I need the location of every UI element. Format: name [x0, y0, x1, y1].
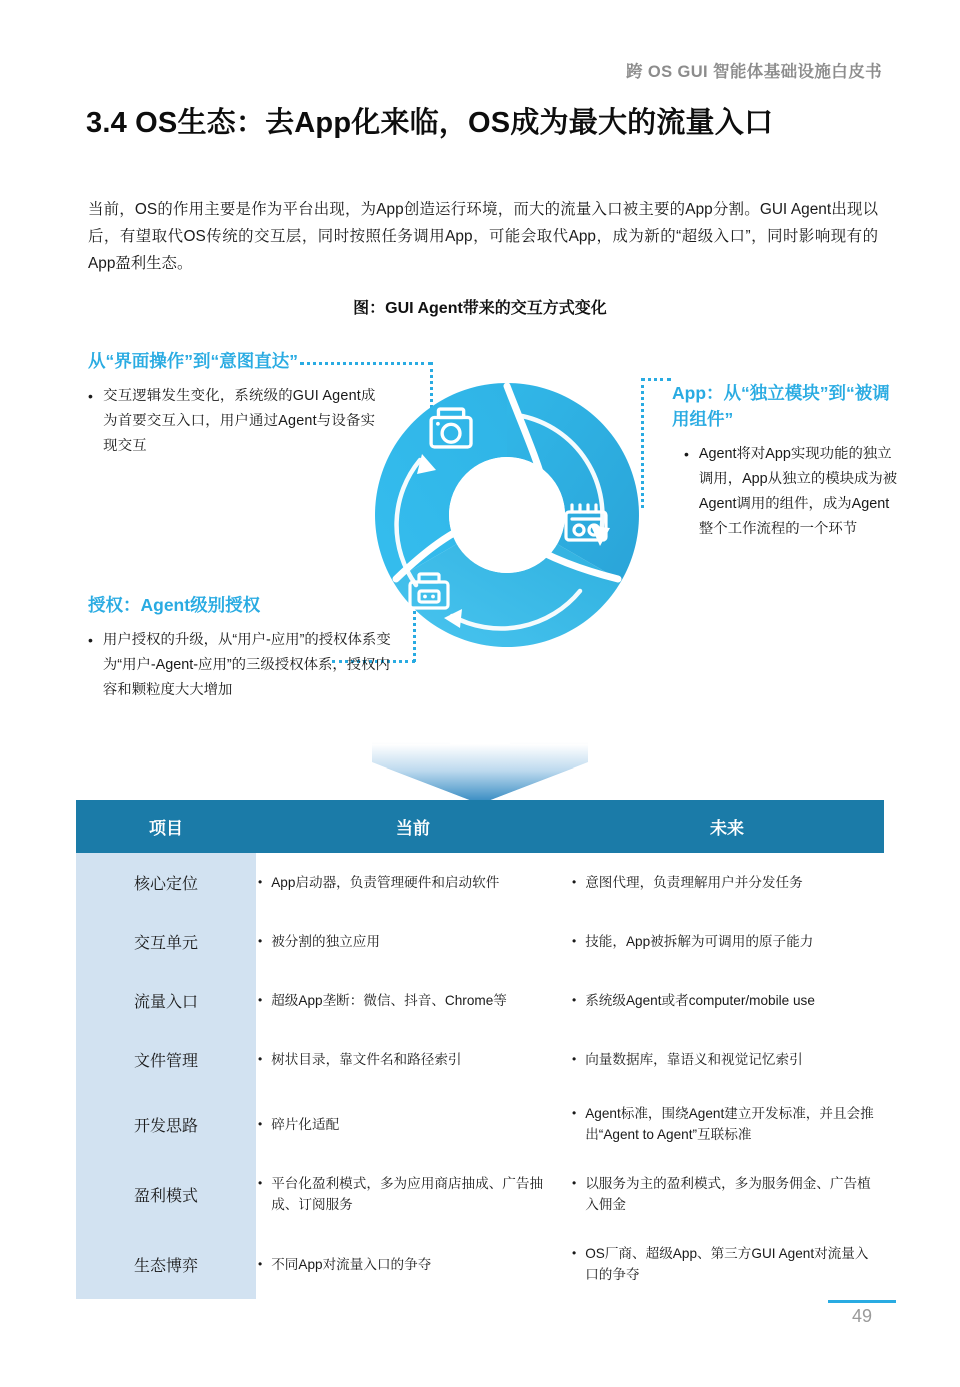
callout-body-text: 用户授权的升级，从“用户-应用”的授权体系变为“用户-Agent-应用”的三级授权体系，授权内容和颗粒度大大增加 — [102, 632, 391, 698]
row-current-cell — [256, 853, 570, 912]
bullet-icon: • — [258, 1256, 263, 1271]
callout-body — [88, 628, 398, 703]
row-item-label: 文件管理 — [76, 1030, 256, 1089]
bullet-icon: • — [572, 993, 577, 1007]
row-current-cell — [256, 971, 570, 1030]
comparison-table — [76, 800, 884, 1299]
table-row — [76, 1089, 884, 1159]
row-current-text: 被分割的独立应用 — [271, 934, 380, 949]
row-current-cell — [256, 1030, 570, 1089]
row-future-cell — [570, 1159, 884, 1229]
row-future-text: 向量数据库，靠语义和视觉记忆索引 — [585, 1052, 803, 1067]
row-future-cell — [570, 1229, 884, 1299]
row-future-text: 意图代理，负责理解用户并分发任务 — [585, 875, 803, 890]
callout-body — [88, 384, 388, 459]
running-header: 跨 OS GUI 智能体基础设施白皮书 — [625, 63, 882, 81]
row-future-cell — [570, 912, 884, 971]
row-item-label: 流量入口 — [76, 971, 256, 1030]
row-future-cell — [570, 1089, 884, 1159]
row-current-cell — [256, 1229, 570, 1299]
bullet-icon: • — [572, 934, 577, 948]
figure-caption: 图：GUI Agent带来的交互方式变化 — [353, 300, 607, 317]
column-header-current: 当前 — [256, 800, 570, 853]
bullet-icon: • — [572, 1106, 577, 1120]
callout-app-module-to-component — [672, 380, 902, 542]
column-header-future: 未来 — [570, 800, 884, 853]
footer-rule — [828, 1300, 896, 1303]
down-arrow-icon — [372, 742, 588, 804]
bullet-icon: • — [258, 1052, 263, 1066]
connector-right-horizontal — [641, 378, 671, 381]
callout-body — [684, 442, 902, 542]
callout-title: 从“界面操作”到“意图直达” — [88, 351, 298, 371]
row-item-label: 核心定位 — [76, 853, 256, 912]
table-row — [76, 971, 884, 1030]
row-current-cell — [256, 912, 570, 971]
row-future-text: OS厂商、超级App、第三方GUI Agent对流量入口的争夺 — [585, 1246, 869, 1282]
page-number: 49 — [851, 1306, 873, 1326]
bullet-icon: • — [572, 1246, 577, 1260]
bullet-icon: • — [572, 1176, 577, 1190]
row-current-text: App启动器，负责管理硬件和启动软件 — [271, 875, 500, 890]
table-header-row — [76, 800, 884, 853]
bullet-icon: • — [572, 875, 577, 889]
row-current-text: 超级App垄断：微信、抖音、Chrome等 — [271, 993, 507, 1008]
callout-body-text: Agent将对App实现功能的独立调用，App从独立的模块成为被Agent调用的组件，成为Agent整个工作流程的一个环节 — [698, 446, 898, 537]
row-future-cell — [570, 853, 884, 912]
bullet-icon: • — [258, 934, 263, 948]
bullet-icon: • — [258, 993, 263, 1007]
cycle-graphic — [372, 380, 642, 650]
row-item-label: 开发思路 — [76, 1089, 256, 1159]
table-row — [76, 1030, 884, 1089]
table-row — [76, 853, 884, 912]
bullet-icon: • — [572, 1052, 577, 1066]
row-current-cell — [256, 1089, 570, 1159]
row-future-text: 技能，App被拆解为可调用的原子能力 — [585, 934, 814, 949]
column-header-item: 项目 — [76, 800, 256, 853]
bullet-icon: • — [684, 446, 689, 462]
row-future-text: Agent标准，围绕Agent建立开发标准，并且会推出“Agent to Agent”互联标准 — [585, 1106, 874, 1142]
row-current-text: 碎片化适配 — [271, 1116, 340, 1132]
callout-body-text: 交互逻辑发生变化，系统级的GUI Agent成为首要交互入口，用户通过Agent与设备实现交互 — [103, 388, 376, 454]
callout-title: 授权：Agent级别授权 — [88, 595, 261, 615]
interaction-change-diagram — [0, 340, 960, 760]
bullet-icon: • — [258, 875, 263, 889]
table-row — [76, 1229, 884, 1299]
row-current-text: 不同App对流量入口的争夺 — [271, 1256, 432, 1272]
row-current-text: 平台化盈利模式，多为应用商店抽成、广告抽成、订阅服务 — [271, 1176, 544, 1212]
bullet-icon: • — [258, 1176, 263, 1190]
row-item-label: 生态博弈 — [76, 1229, 256, 1299]
callout-from-ui-op-to-intent — [88, 348, 388, 459]
row-future-cell — [570, 1030, 884, 1089]
bullet-icon: • — [258, 1116, 263, 1131]
row-future-cell — [570, 971, 884, 1030]
body-paragraph: 当前，OS的作用主要是作为平台出现，为App创造运行环境，而大的流量入口被主要的App分割。GUI Agent出现以后，有望取代OS传统的交互层，同时按照任务调用App，可能会取代App，成为新的“超级入口”，同时影响现有的App盈利生态。 — [88, 201, 878, 272]
row-item-label: 盈利模式 — [76, 1159, 256, 1229]
row-item-label: 交互单元 — [76, 912, 256, 971]
bullet-icon: • — [88, 632, 93, 648]
callout-title: App：从“独立模块”到“被调用组件” — [672, 383, 890, 429]
row-future-text: 系统级Agent或者computer/mobile use — [585, 993, 815, 1008]
table-row — [76, 912, 884, 971]
row-future-text: 以服务为主的盈利模式，多为服务佣金、广告植入佣金 — [585, 1176, 871, 1212]
table-row — [76, 1159, 884, 1229]
row-current-cell — [256, 1159, 570, 1229]
bullet-icon: • — [88, 388, 94, 404]
row-current-text: 树状目录，靠文件名和路径索引 — [271, 1052, 462, 1067]
page-title: 3.4 OS生态：去App化来临，OS成为最大的流量入口 — [86, 107, 774, 139]
callout-authorization-agent-level — [88, 592, 398, 703]
